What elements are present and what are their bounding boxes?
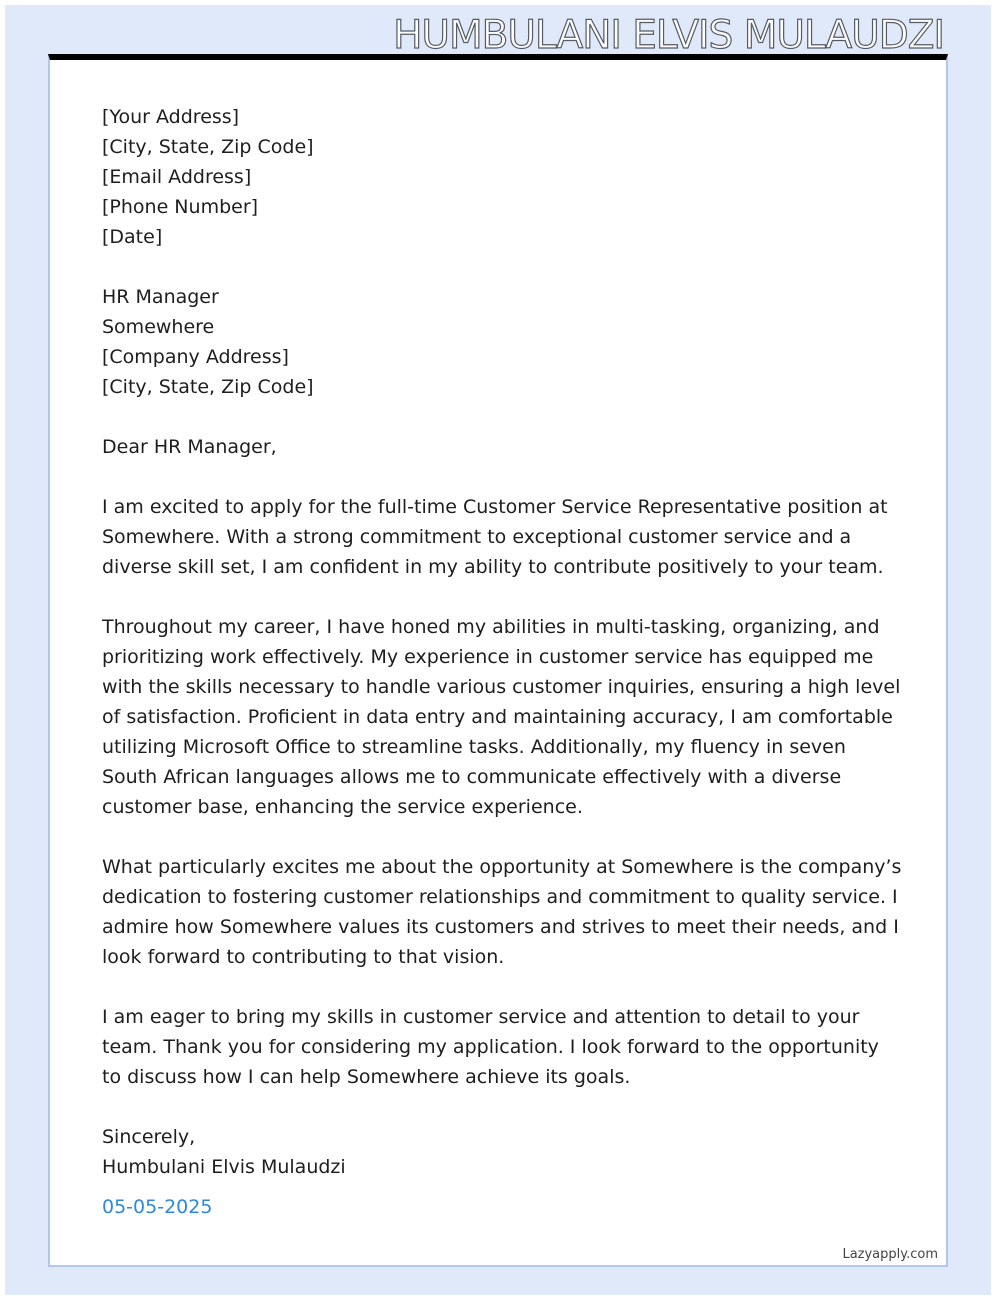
body-paragraph-2: Throughout my career, I have honed my abilities in multi-tasking, organizing, and prioritizing work effectively. My experience in customer service has equipped me with the skills necessary to handle various customer inquiries, ensuring a high level of satisfaction. Proficient in data entry and maintaining accuracy, I am comfortable utilizing Microsoft Office to streamline tasks. Additionally, my fluency in seven South African languages allows me to communicate effectively with a diverse customer base, enhancing the service experience. xyxy=(102,616,901,818)
salutation: Dear HR Manager, xyxy=(102,436,277,458)
body-paragraph-3: What particularly excites me about the opportunity at Somewhere is the company’s dedication to fostering customer relationships and commitment to quality service. I admire how Somewhere values its customers and strives to meet their needs, and I look forward to contributing to that vision. xyxy=(102,856,902,968)
signature-name: Humbulani Elvis Mulaudzi xyxy=(102,1156,346,1178)
sign-off: Sincerely, xyxy=(102,1126,196,1148)
spacer xyxy=(102,462,902,492)
sender-city-state-zip: [City, State, Zip Code] xyxy=(102,136,314,158)
closing-block xyxy=(102,1122,902,1222)
applicant-name-header: HUMBULANI ELVIS MULAUDZI xyxy=(393,13,944,58)
sender-block xyxy=(102,102,902,252)
spacer xyxy=(102,582,902,612)
recipient-address: [Company Address] xyxy=(102,346,289,368)
sender-address: [Your Address] xyxy=(102,106,240,128)
sender-date: [Date] xyxy=(102,226,163,248)
sender-phone: [Phone Number] xyxy=(102,196,259,218)
footer-brand[interactable]: Lazyapply.com xyxy=(842,1247,938,1262)
letter-page xyxy=(48,54,948,1267)
recipient-title: HR Manager xyxy=(102,286,219,308)
recipient-block xyxy=(102,282,902,402)
body-paragraph-1: I am excited to apply for the full-time Customer Service Representative position at Somewhere. With a strong commitment to exceptional customer service and a diverse skill set, I am confident in my ability to contribute positively to your team. xyxy=(102,496,888,578)
spacer xyxy=(102,822,902,852)
spacer xyxy=(102,1092,902,1122)
letter-date: 05-05-2025 xyxy=(102,1196,213,1218)
spacer xyxy=(102,402,902,432)
body-paragraph-4: I am eager to bring my skills in customer service and attention to detail to your team. Thank you for considering my application. I look forward to the opportunity to discuss how I can help Somewhere achieve its goals. xyxy=(102,1006,879,1088)
recipient-company: Somewhere xyxy=(102,316,215,338)
recipient-city-state-zip: [City, State, Zip Code] xyxy=(102,376,314,398)
sender-email: [Email Address] xyxy=(102,166,252,188)
letter-content xyxy=(102,102,902,1222)
spacer xyxy=(102,252,902,282)
spacer xyxy=(102,972,902,1002)
